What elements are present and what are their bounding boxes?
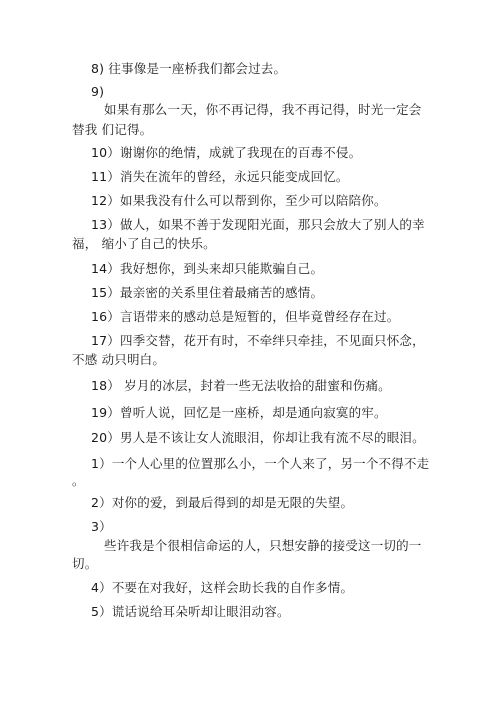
text-line: 20）男人是不该让女人流眼泪，你却让我有流不尽的眼泪。	[91, 430, 425, 445]
text-line: 替我 们记得。	[72, 122, 153, 137]
text-line: 13）做人，如果不善于发现阳光面，那只会放大了别人的幸	[91, 217, 425, 232]
text-line: 15）最亲密的关系里住着最痛苦的感情。	[91, 285, 324, 300]
text-line: 12）如果我没有什么可以帮到你，至少可以陪陪你。	[91, 193, 387, 208]
text-line: 福， 缩小了自己的快乐。	[72, 236, 216, 251]
text-line: 4）不要在对我好，这样会助长我的自作多情。	[91, 580, 354, 595]
text-line: 19）曾听人说，回忆是一座桥，却是通向寂寞的牢。	[91, 405, 387, 420]
text-line: 1）一个人心里的位置那么小，一个人来了，另一个不得不走	[91, 456, 430, 471]
text-line: 18） 岁月的冰层，封着一些无法收拾的甜蜜和伤痛。	[91, 378, 391, 393]
text-line: 切。	[72, 556, 98, 571]
text-line: 些许我是个很相信命运的人，只想安静的接受这一切的一	[104, 538, 422, 553]
text-line: 17）四季交替，花开有时，不牵绊只牵挂，不见面只怀念，	[91, 333, 425, 348]
text-line: 8) 往事像是一座桥我们都会过去。	[91, 61, 287, 76]
text-line: 5）谎话说给耳朵听却让眼泪动容。	[91, 604, 290, 619]
text-line: 3）	[91, 519, 112, 534]
text-line: 2）对你的爱，到最后得到的却是无限的失望。	[91, 495, 354, 510]
text-line: 10）谢谢你的绝情，成就了我现在的百毒不侵。	[91, 145, 362, 160]
text-line: 。	[72, 473, 85, 488]
text-line: 11）消失在流年的曾经，永远只能变成回忆。	[91, 169, 349, 184]
text-line: 16）言语带来的感动总是短暂的，但毕竟曾经存在过。	[91, 309, 400, 324]
text-line: 如果有那么一天，你不再记得，我不再记得，时光一定会	[104, 102, 422, 117]
text-line: 9)	[91, 84, 105, 99]
text-line: 14）我好想你，到头来却只能欺骗自己。	[91, 261, 324, 276]
text-line: 不感 动只明白。	[72, 352, 166, 367]
